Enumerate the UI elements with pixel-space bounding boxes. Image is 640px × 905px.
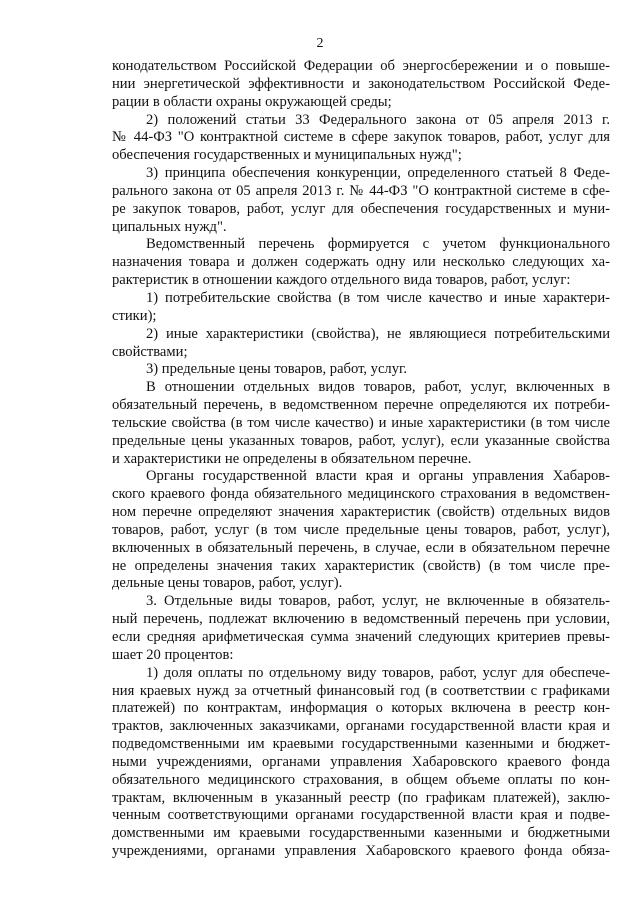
text-line: 1) потребительские свойства (в том числе качество и иные характери- xyxy=(146,289,610,306)
text-line: домственными им краевыми государственными казенными и бюджетными xyxy=(112,825,610,842)
text-line: ре закупок товаров, работ, услуг для обеспечения государственных и муни- xyxy=(112,200,610,217)
text-line: рации в области охраны окружающей среды; xyxy=(112,93,392,110)
text-line: ского краевого фонда обязательного медицинского страхования в ведомствен- xyxy=(112,486,610,503)
text-line: нии энергетической эффективности и законодательством Российской Феде- xyxy=(112,75,610,92)
text-line: ния краевых нужд за отчетный финансовый год (в соответствии с графиками xyxy=(112,682,610,699)
text-line: ципальных нужд". xyxy=(112,218,227,235)
text-line: трактам, включенным в указанный реестр (по графикам платежей), заклю- xyxy=(112,789,610,806)
text-line: обеспечения государственных и муниципальных нужд"; xyxy=(112,147,462,164)
text-line: Органы государственной власти края и органы управления Хабаров- xyxy=(146,468,610,485)
text-line: 1) доля оплаты по отдельному виду товаров, работ, услуг для обеспече- xyxy=(146,664,610,681)
text-line: 3) принципа обеспечения конкуренции, определенного статьей 8 Феде- xyxy=(146,165,610,182)
text-line: подведомственными им краевыми государственными казенными и бюджет- xyxy=(112,736,610,753)
text-line: рактеристик в отношении каждого отдельного вида товаров, работ, услуг: xyxy=(112,272,571,289)
text-line: назначения товара и должен содержать одну или несколько следующих ха- xyxy=(112,254,610,271)
text-line: № 44-ФЗ "О контрактной системе в сфере закупок товаров, работ, услуг для xyxy=(112,129,610,146)
text-line: 2) иные характеристики (свойства), не являющиеся потребительскими xyxy=(146,325,610,342)
document-body xyxy=(112,58,610,861)
text-line: В отношении отдельных видов товаров, работ, услуг, включенных в xyxy=(146,379,610,396)
text-line: предельные цены указанных товаров, работ, услуг), если указанные свойства xyxy=(112,432,610,449)
text-line: 3. Отдельные виды товаров, работ, услуг, не включенные в обязатель- xyxy=(146,593,610,610)
text-line: ном перечне определяют значения характеристик (свойств) отдельных видов xyxy=(112,504,610,521)
text-line: 3) предельные цены товаров, работ, услуг. xyxy=(146,361,407,378)
text-line: стики); xyxy=(112,307,157,324)
text-line: обязательный перечень, в ведомственном перечне определяются их потреби- xyxy=(112,397,610,414)
text-line: ными учреждениями, органами управления Хабаровского краевого фонда xyxy=(112,753,610,770)
text-line: если средняя арифметическая сумма значений следующих критериев превы- xyxy=(112,629,610,645)
text-line: ный перечень, подлежат включению в ведомственный перечень при условии, xyxy=(112,611,610,628)
text-line: шает 20 процентов: xyxy=(112,646,234,663)
text-line: учреждениями, органами управления Хабаровского краевого фонда обяза- xyxy=(112,843,610,860)
text-line: Ведомственный перечень формируется с учетом функционального xyxy=(146,236,610,253)
text-line: конодательством Российской Федерации об энергосбережении и о повыше- xyxy=(112,58,610,74)
text-line: не определены значения таких характеристик (свойств) (в том числе пре- xyxy=(112,557,610,574)
text-line: тельские свойства (в том числе качество) и иные характеристики (в том числе xyxy=(112,414,610,431)
text-line: товаров, работ, услуг (в том числе предельные цены товаров, работ, услуг), xyxy=(112,521,610,538)
text-line: 2) положений статьи 33 Федерального закона от 05 апреля 2013 г. xyxy=(146,111,610,128)
text-line: рального закона от 05 апреля 2013 г. № 44-ФЗ "О контрактной системе в сфе- xyxy=(112,182,610,199)
text-line: дельные цены товаров, работ, услуг). xyxy=(112,575,343,592)
text-line: свойствами; xyxy=(112,343,188,360)
page-number: 2 xyxy=(316,36,324,51)
text-line: платежей) по контрактам, информация о которых включена в реестр кон- xyxy=(112,700,610,717)
text-line: ченным соответствующими органами государственной власти края и подве- xyxy=(112,807,610,824)
text-line: и характеристики не определены в обязательном перечне. xyxy=(112,450,472,467)
text-line: обязательного медицинского страхования, в общем объеме оплаты по кон- xyxy=(112,771,610,788)
text-line: включенных в обязательный перечень, в случае, если в обязательном перечне xyxy=(112,539,610,556)
text-line: трактов, заключенных заказчиками, органами государственной власти края и xyxy=(112,718,610,735)
